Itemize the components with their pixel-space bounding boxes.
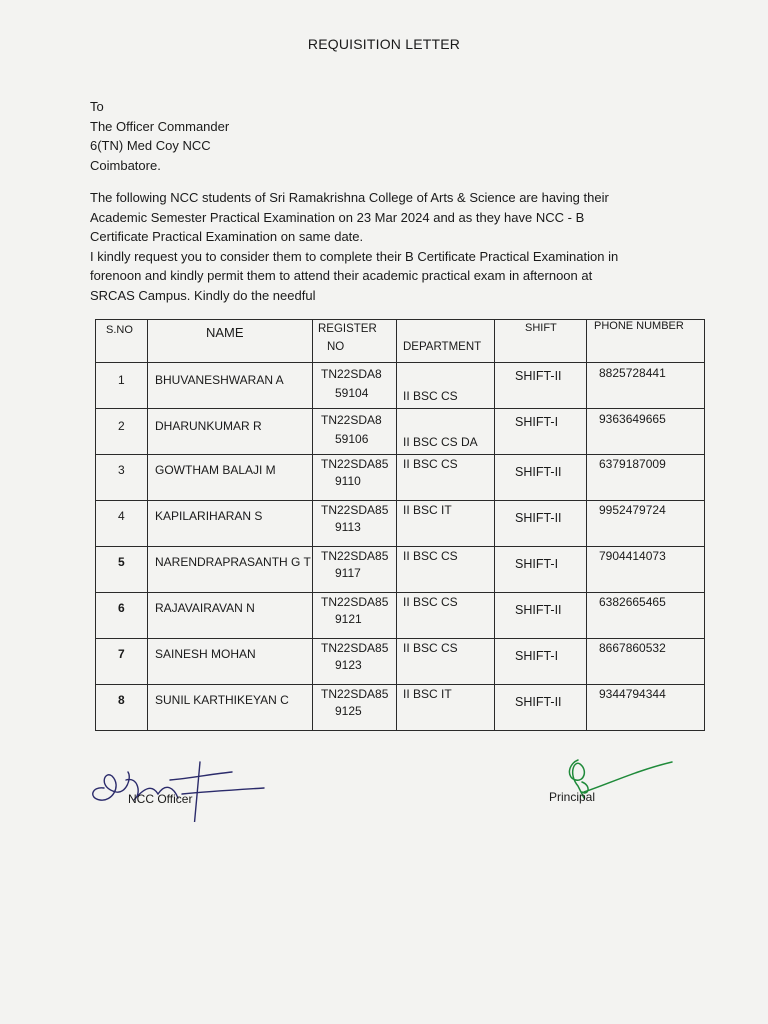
cell-department: II BSC CS	[397, 363, 495, 409]
cell-register-no: TN22SDA85 9125	[313, 685, 397, 731]
cell-register-no: TN22SDA85 9113	[313, 501, 397, 547]
table-row	[96, 409, 705, 455]
table-row	[96, 455, 705, 501]
students-table	[95, 319, 705, 731]
cell-department: II BSC CS	[397, 593, 495, 639]
cell-phone: 9344794344	[587, 685, 705, 731]
cell-register-no: TN22SDA85 9121	[313, 593, 397, 639]
header-shift: SHIFT	[495, 320, 587, 363]
cell-shift: SHIFT-I	[495, 409, 587, 455]
ncc-officer-signature	[82, 758, 272, 822]
letter-body	[90, 188, 690, 305]
cell-phone: 6382665465	[587, 593, 705, 639]
body-line: forenoon and kindly permit them to attend their academic practical exam in afternoon at	[90, 268, 593, 283]
cell-sno: 8	[96, 685, 148, 731]
table-row	[96, 593, 705, 639]
cell-register-no: TN22SDA85 9117	[313, 547, 397, 593]
recipient-address	[90, 97, 229, 175]
cell-shift: SHIFT-II	[495, 455, 587, 501]
cell-shift: SHIFT-II	[495, 501, 587, 547]
letter-title: REQUISITION LETTER	[307, 36, 461, 52]
body-line: SRCAS Campus. Kindly do the needful	[90, 287, 316, 303]
cell-phone: 9363649665	[587, 409, 705, 455]
table-row	[96, 685, 705, 731]
cell-sno: 3	[96, 455, 148, 501]
cell-name: GOWTHAM BALAJI M	[148, 455, 313, 501]
header-name: NAME	[148, 320, 313, 363]
body-line: The following NCC students of Sri Ramakrishna College of Arts & Science are having their	[90, 190, 609, 205]
cell-sno: 5	[96, 547, 148, 593]
cell-shift: SHIFT-II	[495, 593, 587, 639]
cell-phone: 6379187009	[587, 455, 705, 501]
cell-register-no: TN22SDA85 9123	[313, 639, 397, 685]
cell-shift: SHIFT-I	[495, 639, 587, 685]
cell-name: BHUVANESHWARAN A	[148, 363, 313, 409]
cell-register-no: TN22SDA8 59106	[313, 409, 397, 455]
cell-shift: SHIFT-I	[495, 547, 587, 593]
cell-phone: 8667860532	[587, 639, 705, 685]
body-line: Academic Semester Practical Examination on 23 Mar 2024 and as they have NCC - B	[90, 209, 585, 225]
header-department: DEPARTMENT	[397, 320, 495, 363]
address-line: Coimbatore.	[90, 157, 161, 173]
cell-sno: 4	[96, 501, 148, 547]
cell-phone: 7904414073	[587, 547, 705, 593]
body-line: Certificate Practical Examination on same date.	[90, 229, 364, 244]
cell-department: II BSC CS	[397, 547, 495, 593]
cell-sno: 6	[96, 593, 148, 639]
cell-sno: 2	[96, 409, 148, 455]
cell-name: RAJAVAIRAVAN N	[148, 593, 313, 639]
cell-name: SAINESH MOHAN	[148, 639, 313, 685]
cell-sno: 7	[96, 639, 148, 685]
cell-department: II BSC CS DA	[397, 409, 495, 455]
cell-name: SUNIL KARTHIKEYAN C	[148, 685, 313, 731]
table-row	[96, 363, 705, 409]
address-line: To	[90, 99, 104, 114]
cell-department: II BSC IT	[397, 685, 495, 731]
table-row	[96, 501, 705, 547]
cell-name: NARENDRAPRASANTH G T	[148, 547, 313, 593]
cell-register-no: TN22SDA8 59104	[313, 363, 397, 409]
table-row	[96, 639, 705, 685]
address-line: The Officer Commander	[90, 118, 230, 134]
table-header-row	[96, 320, 705, 363]
cell-register-no: TN22SDA85 9110	[313, 455, 397, 501]
cell-shift: SHIFT-II	[495, 685, 587, 731]
cell-department: II BSC IT	[397, 501, 495, 547]
cell-name: KAPILARIHARAN S	[148, 501, 313, 547]
cell-name: DHARUNKUMAR R	[148, 409, 313, 455]
header-phone: PHONE NUMBER	[587, 320, 705, 363]
ncc-officer-label: NCC Officer	[128, 792, 193, 806]
principal-label: Principal	[549, 790, 596, 804]
cell-department: II BSC CS	[397, 455, 495, 501]
cell-department: II BSC CS	[397, 639, 495, 685]
address-line: 6(TN) Med Coy NCC	[90, 138, 211, 153]
cell-sno: 1	[96, 363, 148, 409]
header-register-no: REGISTER NO	[313, 320, 397, 363]
cell-phone: 9952479724	[587, 501, 705, 547]
body-line: I kindly request you to consider them to complete their B Certificate Practical Examination in	[90, 248, 619, 264]
header-sno: S.NO	[96, 320, 148, 363]
table-row	[96, 547, 705, 593]
cell-shift: SHIFT-II	[495, 363, 587, 409]
cell-phone: 8825728441	[587, 363, 705, 409]
